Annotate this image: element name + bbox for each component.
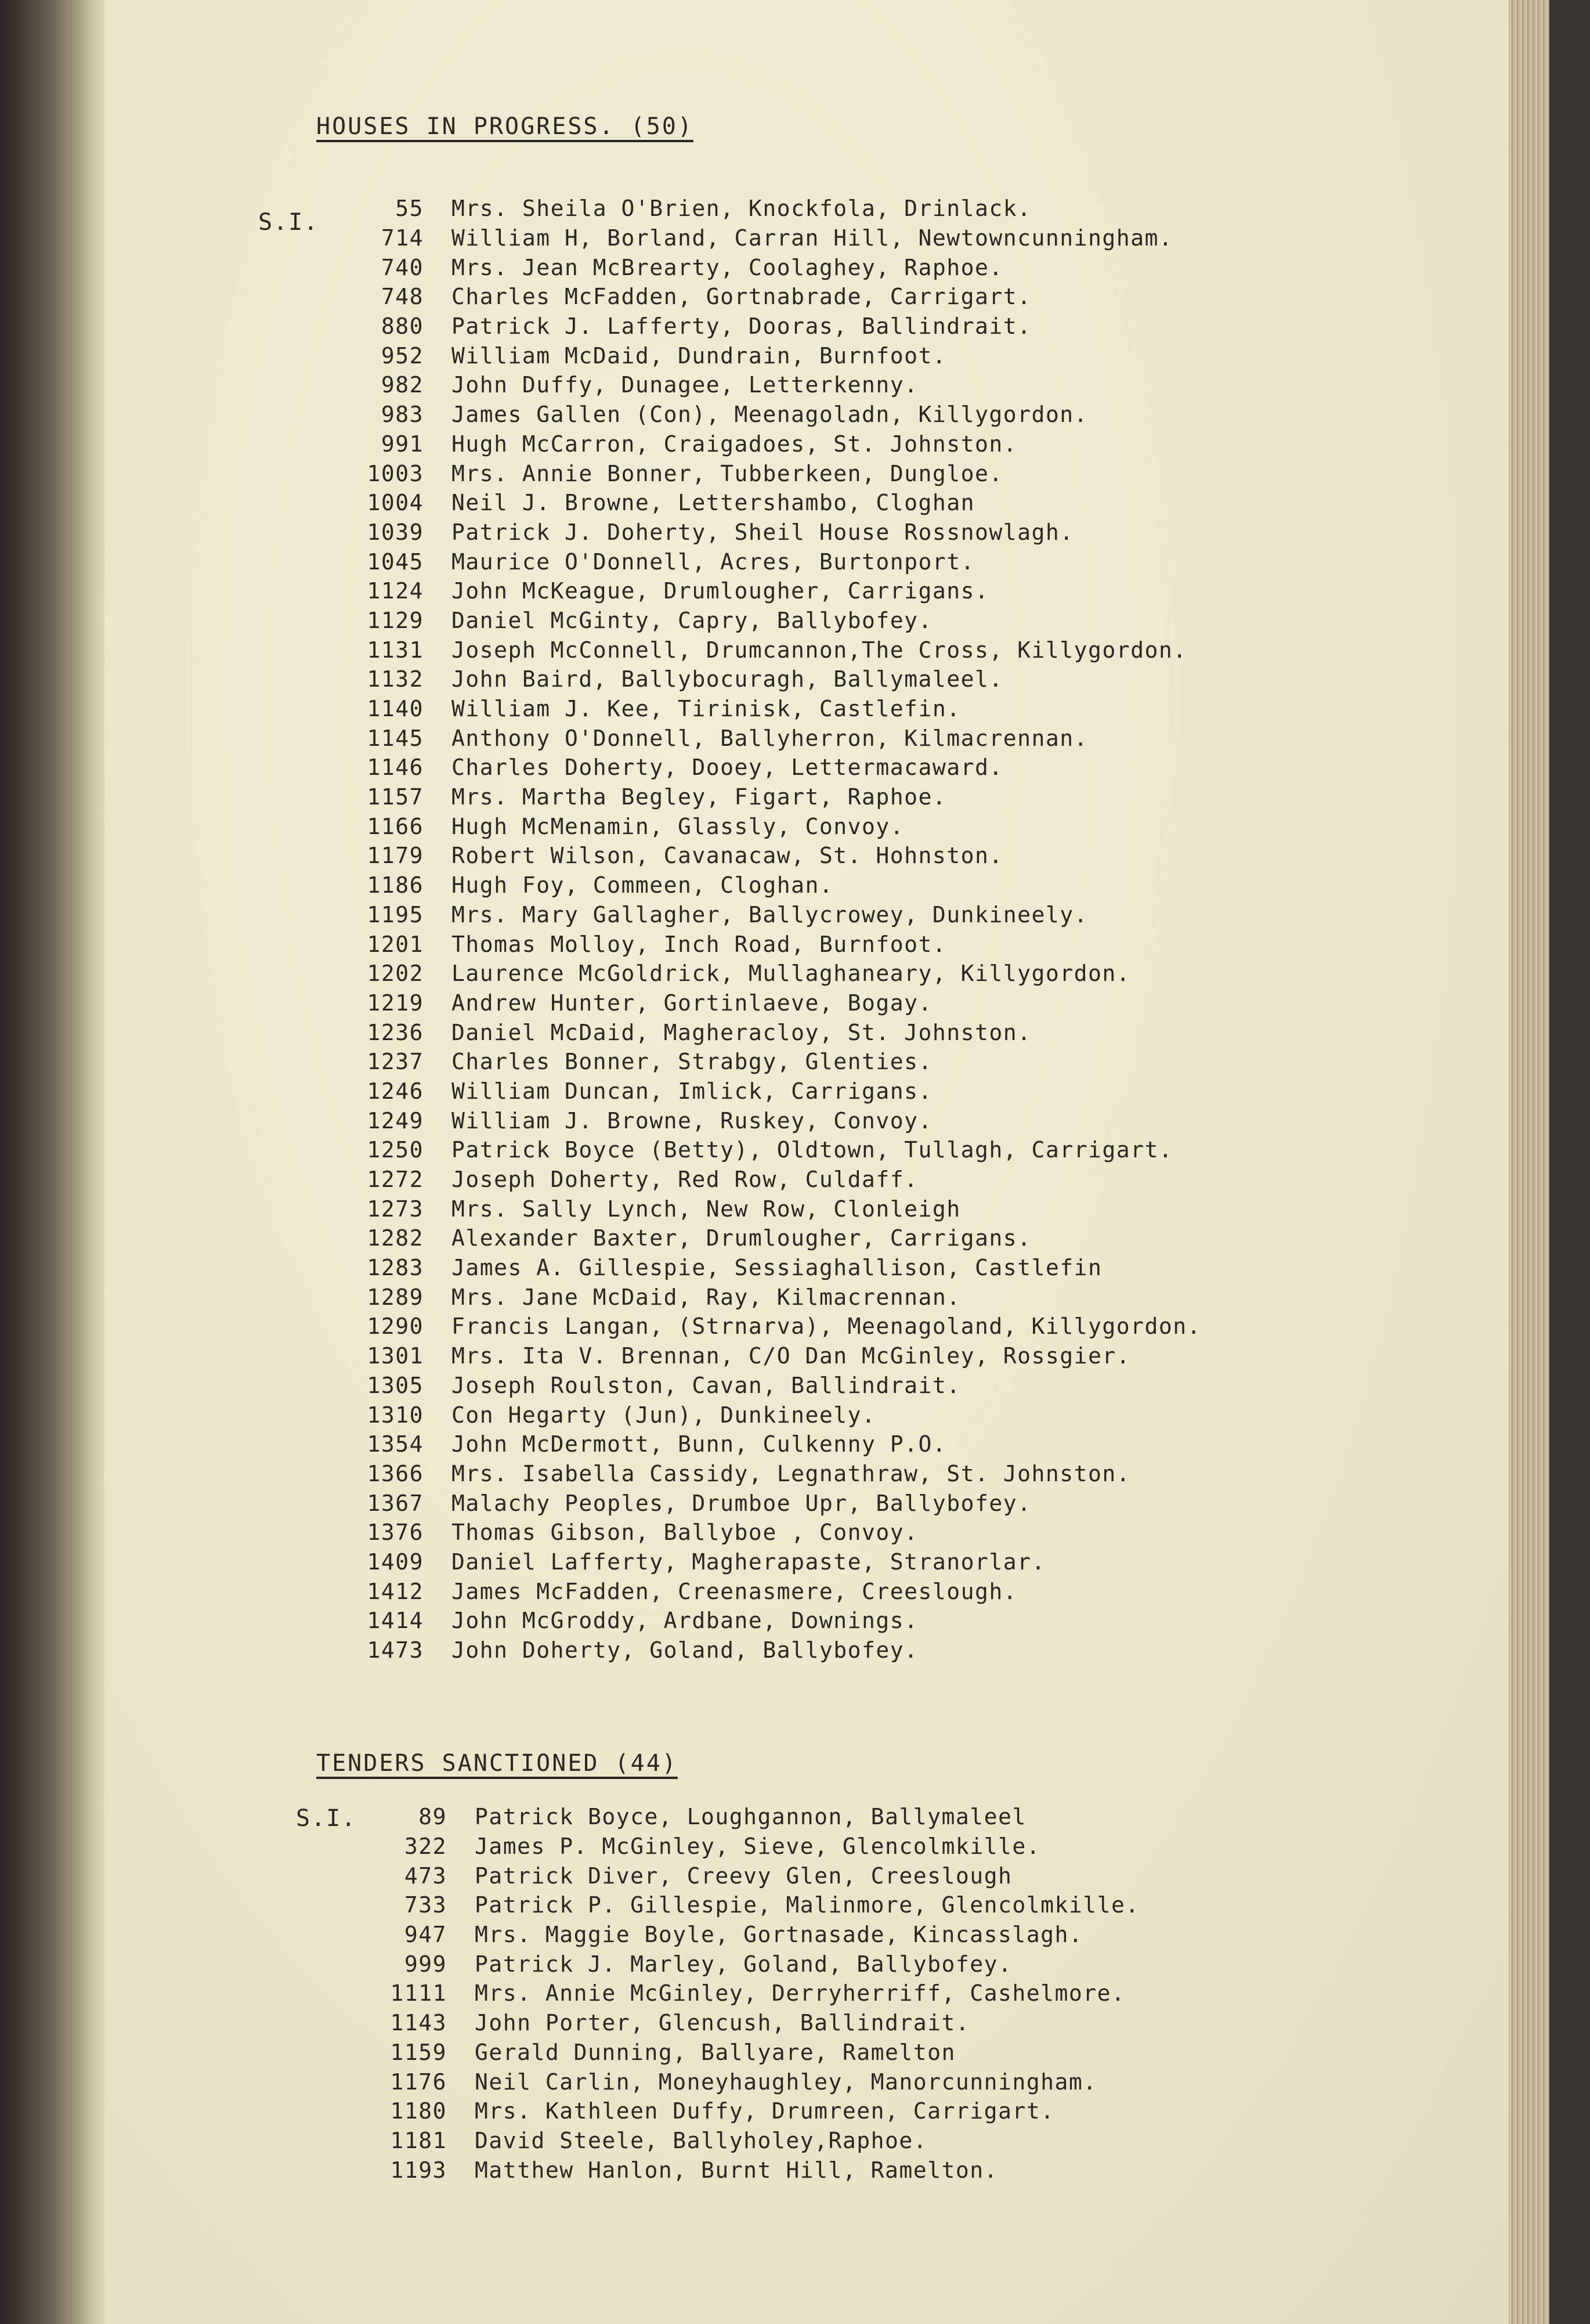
list-item (313, 1106, 1201, 1135)
entry-text: Joseph Roulston, Cavan, Ballindrait. (451, 1372, 961, 1398)
list-item (313, 1400, 1201, 1430)
list-item (313, 488, 1201, 518)
entry-text: David Steele, Ballyholey,Raphoe. (475, 2127, 928, 2153)
document-page (104, 0, 1549, 2324)
entry-text: Maurice O'Donnell, Acres, Burtonport. (451, 548, 975, 575)
entry-number: 1414 (367, 1608, 424, 1634)
entry-number: 1111 (390, 1980, 447, 2007)
entry-text: William J. Browne, Ruskey, Convoy. (451, 1107, 933, 1134)
entry-number: 1166 (367, 813, 424, 839)
entry-number: 982 (381, 372, 424, 398)
section-heading-tenders-sanctioned: TENDERS SANCTIONED (44) (316, 1750, 678, 1777)
entry-number: 1282 (367, 1225, 424, 1251)
entry-number: 1193 (390, 2157, 447, 2183)
entry-number: 991 (381, 431, 424, 457)
entry-number: 1273 (367, 1196, 424, 1222)
entry-number: 1310 (367, 1402, 424, 1428)
entry-number: 1246 (367, 1078, 424, 1104)
entry-text: Laurence McGoldrick, Mullaghaneary, Killygordon. (451, 961, 1131, 987)
list-item (313, 1606, 1201, 1636)
entry-number: 740 (381, 254, 424, 280)
list-item (313, 635, 1201, 665)
entry-text: James McFadden, Creenasmere, Creeslough. (451, 1578, 1018, 1604)
entry-number: 55 (395, 196, 424, 222)
entry-number: 1473 (367, 1637, 424, 1663)
entry-text: Mrs. Mary Gallagher, Ballycrowey, Dunkineely. (451, 901, 1089, 928)
list-item (313, 1636, 1201, 1665)
list-item (337, 1920, 1140, 1950)
entry-text: Hugh Foy, Commeen, Cloghan. (451, 872, 834, 898)
entry-text: Hugh McCarron, Craigadoes, St. Johnston. (451, 431, 1018, 457)
entry-text: John Doherty, Goland, Ballybofey. (451, 1637, 919, 1663)
entry-text: Neil Carlin, Moneyhaughley, Manorcunningham. (475, 2069, 1097, 2095)
entry-number: 748 (381, 284, 424, 310)
list-item (337, 2096, 1140, 2126)
tenders-sanctioned-list (337, 1802, 1140, 2185)
list-item (313, 341, 1201, 370)
list-item (313, 576, 1201, 606)
entry-number: 880 (381, 313, 424, 340)
list-item (313, 1371, 1201, 1401)
list-item (337, 1861, 1140, 1890)
entry-number: 1039 (367, 519, 424, 545)
entry-number: 1176 (390, 2069, 447, 2095)
entry-number: 1289 (367, 1284, 424, 1310)
entry-text: Con Hegarty (Jun), Dunkineely. (451, 1402, 876, 1428)
list-item (313, 1459, 1201, 1489)
list-item (337, 1890, 1140, 1920)
entry-text: Charles Doherty, Dooey, Lettermacaward. (451, 755, 1003, 781)
entry-number: 1004 (367, 490, 424, 516)
list-item (313, 400, 1201, 430)
entry-number: 1195 (367, 901, 424, 928)
entry-text: Mrs. Martha Begley, Figart, Raphoe. (451, 784, 947, 810)
entry-number: 952 (381, 342, 424, 369)
entry-text: James P. McGinley, Sieve, Glencolmkille. (475, 1834, 1041, 1860)
entry-text: Daniel McDaid, Magheracloy, St. Johnston. (451, 1019, 1032, 1045)
list-item (313, 1488, 1201, 1518)
entry-text: William McDaid, Dundrain, Burnfoot. (451, 342, 947, 369)
entry-text: John Baird, Ballybocuragh, Ballymaleel. (451, 666, 1003, 692)
entry-text: Patrick Boyce, Loughgannon, Ballymaleel (475, 1804, 1027, 1830)
entry-number: 1180 (390, 2098, 447, 2124)
list-item (313, 1430, 1201, 1459)
entry-text: Thomas Gibson, Ballyboe , Convoy. (451, 1520, 919, 1546)
entry-text: William H, Borland, Carran Hill, Newtowncunningham. (451, 225, 1173, 251)
entry-number: 1219 (367, 990, 424, 1016)
entry-number: 1179 (367, 843, 424, 869)
list-item (337, 2008, 1140, 2038)
entry-number: 1045 (367, 548, 424, 575)
entry-number: 1201 (367, 931, 424, 957)
entry-text: Anthony O'Donnell, Ballyherron, Kilmacrennan. (451, 725, 1089, 751)
list-item (313, 753, 1201, 782)
entry-text: Mrs. Sally Lynch, New Row, Clonleigh (451, 1196, 961, 1222)
list-item (313, 370, 1201, 400)
entry-text: Daniel McGinty, Capry, Ballybofey. (451, 607, 933, 633)
list-item (337, 1832, 1140, 1861)
entry-text: Patrick Boyce (Betty), Oldtown, Tullagh, Carrigart. (451, 1137, 1173, 1163)
entry-number: 1367 (367, 1490, 424, 1516)
list-item (313, 1341, 1201, 1371)
list-item (313, 1253, 1201, 1283)
list-item (337, 1979, 1140, 2008)
entry-number: 1290 (367, 1313, 424, 1340)
entry-text: Andrew Hunter, Gortinlaeve, Bogay. (451, 990, 933, 1016)
entry-text: Patrick J. Lafferty, Dooras, Ballindrait. (451, 313, 1032, 340)
entry-number: 1124 (367, 578, 424, 604)
entry-number: 1249 (367, 1107, 424, 1134)
list-item (313, 1282, 1201, 1312)
entry-number: 1129 (367, 607, 424, 633)
list-item (313, 871, 1201, 900)
entry-text: Mrs. Jane McDaid, Ray, Kilmacrennan. (451, 1284, 961, 1310)
entry-number: 733 (404, 1892, 447, 1918)
list-item (313, 547, 1201, 576)
entry-number: 1143 (390, 2010, 447, 2036)
si-prefix-houses: S.I. (258, 209, 319, 236)
entry-number: 1305 (367, 1372, 424, 1398)
entry-text: Mrs. Ita V. Brennan, C/O Dan McGinley, Rossgier. (451, 1343, 1131, 1369)
list-item (313, 1135, 1201, 1165)
entry-text: William J. Kee, Tirinisk, Castlefin. (451, 696, 961, 722)
entry-number: 1132 (367, 666, 424, 692)
entry-number: 1131 (367, 637, 424, 663)
entry-text: Mrs. Annie Bonner, Tubberkeen, Dungloe. (451, 460, 1003, 486)
list-item (313, 312, 1201, 341)
page-edge-stack (1509, 0, 1549, 2324)
entry-number: 1376 (367, 1520, 424, 1546)
entry-text: Thomas Molloy, Inch Road, Burnfoot. (451, 931, 947, 957)
houses-in-progress-list (313, 194, 1201, 1665)
entry-text: Patrick J. Doherty, Sheil House Rossnowlagh. (451, 519, 1074, 545)
entry-number: 1159 (390, 2039, 447, 2065)
list-item (313, 606, 1201, 636)
list-item (313, 811, 1201, 841)
entry-text: Malachy Peoples, Drumboe Upr, Ballybofey. (451, 1490, 1032, 1516)
entry-text: Hugh McMenamin, Glassly, Convoy. (451, 813, 905, 839)
list-item (337, 1802, 1140, 1832)
entry-number: 1250 (367, 1137, 424, 1163)
list-item (313, 518, 1201, 547)
list-item (313, 459, 1201, 488)
entry-text: John McDermott, Bunn, Culkenny P.O. (451, 1431, 947, 1457)
entry-text: John McGroddy, Ardbane, Downings. (451, 1608, 919, 1634)
entry-text: Mrs. Kathleen Duffy, Drumreen, Carrigart. (475, 2098, 1055, 2124)
entry-text: Mrs. Maggie Boyle, Gortnasade, Kincasslagh. (475, 1922, 1083, 1948)
entry-text: James Gallen (Con), Meenagoladn, Killygordon. (451, 402, 1089, 428)
list-item (313, 723, 1201, 753)
entry-number: 473 (404, 1863, 447, 1889)
entry-text: Gerald Dunning, Ballyare, Ramelton (475, 2039, 956, 2065)
entry-text: Charles Bonner, Strabgy, Glenties. (451, 1049, 933, 1075)
entry-number: 1236 (367, 1019, 424, 1045)
list-item (337, 2067, 1140, 2096)
entry-text: John Duffy, Dunagee, Letterkenny. (451, 372, 919, 398)
list-item (313, 959, 1201, 988)
list-item (313, 1224, 1201, 1253)
entry-number: 1157 (367, 784, 424, 810)
entry-number: 1301 (367, 1343, 424, 1369)
list-item (313, 430, 1201, 459)
entry-text: Joseph Doherty, Red Row, Culdaff. (451, 1167, 919, 1193)
list-item (313, 929, 1201, 959)
entry-number: 1181 (390, 2127, 447, 2153)
list-item (337, 2038, 1140, 2067)
entry-number: 714 (381, 225, 424, 251)
entry-text: Mrs. Annie McGinley, Derryherriff, Cashelmore. (475, 1980, 1126, 2007)
list-item (313, 1077, 1201, 1106)
entry-text: Patrick P. Gillespie, Malinmore, Glencolmkille. (475, 1892, 1140, 1918)
entry-number: 1140 (367, 696, 424, 722)
entry-number: 1283 (367, 1255, 424, 1281)
entry-number: 947 (404, 1922, 447, 1948)
entry-number: 1186 (367, 872, 424, 898)
entry-text: Robert Wilson, Cavanacaw, St. Hohnston. (451, 843, 1003, 869)
entry-number: 1366 (367, 1460, 424, 1486)
entry-number: 1354 (367, 1431, 424, 1457)
entry-text: Charles McFadden, Gortnabrade, Carrigart. (451, 284, 1032, 310)
entry-text: William Duncan, Imlick, Carrigans. (451, 1078, 933, 1104)
list-item (313, 1547, 1201, 1577)
list-item (313, 194, 1201, 223)
list-item (313, 841, 1201, 871)
entry-text: Francis Langan, (Strnarva), Meenagoland, Killygordon. (451, 1313, 1202, 1340)
list-item (313, 1576, 1201, 1606)
entry-text: Joseph McConnell, Drumcannon,The Cross, Killygordon. (451, 637, 1187, 663)
list-item (313, 282, 1201, 312)
entry-number: 1003 (367, 460, 424, 486)
list-item (313, 223, 1201, 253)
section-heading-houses-in-progress: HOUSES IN PROGRESS. (50) (316, 113, 693, 140)
list-item (313, 1017, 1201, 1047)
entry-number: 1412 (367, 1578, 424, 1604)
list-item (313, 900, 1201, 930)
entry-number: 999 (404, 1951, 447, 1977)
list-item (313, 1194, 1201, 1224)
list-item (313, 1165, 1201, 1195)
list-item (313, 665, 1201, 694)
entry-number: 983 (381, 402, 424, 428)
list-item (337, 2155, 1140, 2185)
entry-number: 1145 (367, 725, 424, 751)
list-item (337, 1949, 1140, 1979)
entry-text: Mrs. Isabella Cassidy, Legnathraw, St. Johnston. (451, 1460, 1131, 1486)
entry-number: 1202 (367, 961, 424, 987)
entry-number: 322 (404, 1834, 447, 1860)
entry-number: 1237 (367, 1049, 424, 1075)
entry-text: Mrs. Jean McBrearty, Coolaghey, Raphoe. (451, 254, 1003, 280)
list-item (337, 2126, 1140, 2156)
si-prefix-tenders: S.I. (296, 1805, 357, 1832)
list-item (313, 1312, 1201, 1341)
entry-text: John Porter, Glencush, Ballindrait. (475, 2010, 970, 2036)
list-item (313, 1047, 1201, 1077)
entry-text: Neil J. Browne, Lettershambo, Cloghan (451, 490, 975, 516)
entry-text: Matthew Hanlon, Burnt Hill, Ramelton. (475, 2157, 998, 2183)
entry-number: 1146 (367, 755, 424, 781)
book-gutter (0, 0, 70, 2324)
entry-number: 1272 (367, 1167, 424, 1193)
list-item (313, 1518, 1201, 1547)
entry-text: John McKeague, Drumlougher, Carrigans. (451, 578, 989, 604)
list-item (313, 782, 1201, 812)
list-item (313, 988, 1201, 1018)
entry-number: 1409 (367, 1549, 424, 1575)
entry-text: Mrs. Sheila O'Brien, Knockfola, Drinlack. (451, 196, 1032, 222)
list-item (313, 252, 1201, 282)
entry-text: Patrick Diver, Creevy Glen, Creeslough (475, 1863, 1013, 1889)
list-item (313, 694, 1201, 724)
entry-number: 89 (418, 1804, 447, 1830)
entry-text: James A. Gillespie, Sessiaghallison, Castlefin (451, 1255, 1103, 1281)
entry-text: Daniel Lafferty, Magherapaste, Stranorlar. (451, 1549, 1046, 1575)
entry-text: Patrick J. Marley, Goland, Ballybofey. (475, 1951, 1013, 1977)
entry-text: Alexander Baxter, Drumlougher, Carrigans. (451, 1225, 1032, 1251)
